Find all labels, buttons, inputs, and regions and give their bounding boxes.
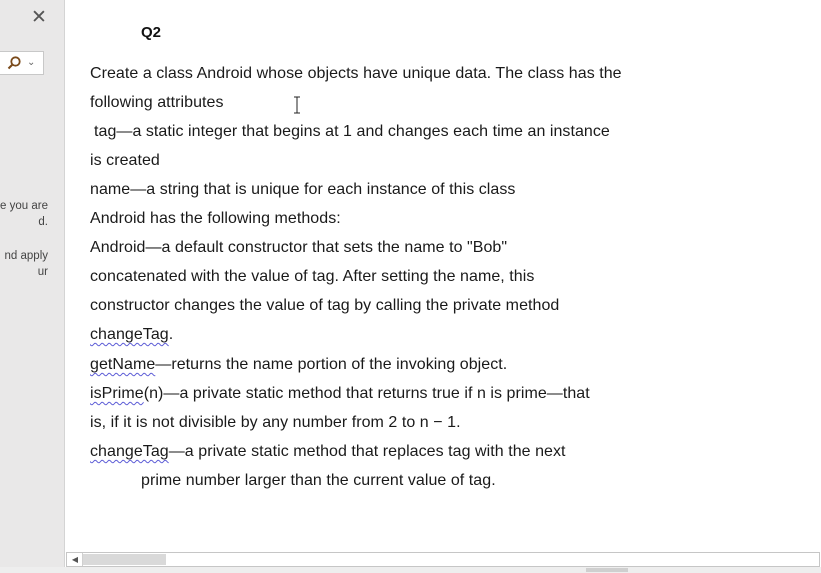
doc-line: changeTag. [90, 326, 174, 343]
search-icon[interactable] [6, 55, 22, 71]
spelling-flag-getname[interactable]: getName [90, 356, 156, 373]
doc-line: following attributes [90, 94, 224, 111]
doc-line: Create a class Android whose objects have unique data. The class has the [90, 65, 622, 82]
doc-line: name—a string that is unique for each instance of this class [90, 181, 516, 198]
doc-line: tag—a static integer that begins at 1 and changes each time an instance [94, 123, 610, 140]
doc-line: changeTag—a private static method that replaces tag with the next [90, 443, 566, 460]
doc-line: Android—a default constructor that sets the name to "Bob" [90, 239, 508, 256]
doc-line: concatenated with the value of tag. After setting the name, this [90, 268, 535, 285]
doc-line: is, if it is not divisible by any number from 2 to n − 1. [90, 414, 461, 431]
scroll-left-arrow-icon[interactable]: ◀ [68, 553, 83, 566]
doc-line: isPrime(n)—a private static method that returns true if n is prime—that [90, 385, 590, 402]
spelling-flag-changetag-2[interactable]: changeTag [90, 443, 169, 460]
close-icon[interactable]: ✕ [31, 7, 47, 28]
document-page[interactable] [65, 0, 821, 552]
doc-line: getName—returns the name portion of the invoking object. [90, 356, 508, 373]
doc-line: is created [90, 152, 160, 169]
status-bar-indicator [586, 568, 628, 572]
doc-line: prime number larger than the current value of tag. [141, 472, 496, 489]
text-cursor-icon [293, 96, 301, 114]
spelling-flag-changetag[interactable]: changeTag [90, 326, 169, 343]
chevron-down-icon[interactable]: ⌄ [27, 57, 36, 68]
navigation-pane [0, 0, 65, 573]
pane-info-text-2: nd apply ur [4, 250, 48, 278]
doc-line: Android has the following methods: [90, 210, 341, 227]
doc-line: constructor changes the value of tag by calling the private method [90, 297, 560, 314]
horizontal-scrollbar[interactable] [66, 552, 820, 567]
question-heading: Q2 [141, 24, 162, 41]
spelling-flag-isprime[interactable]: isPrime [90, 385, 144, 402]
pane-info-text-1: e you are d. [0, 200, 48, 228]
status-bar-edge [0, 567, 821, 573]
scrollbar-thumb[interactable] [83, 554, 166, 565]
search-document-box[interactable] [0, 51, 44, 75]
